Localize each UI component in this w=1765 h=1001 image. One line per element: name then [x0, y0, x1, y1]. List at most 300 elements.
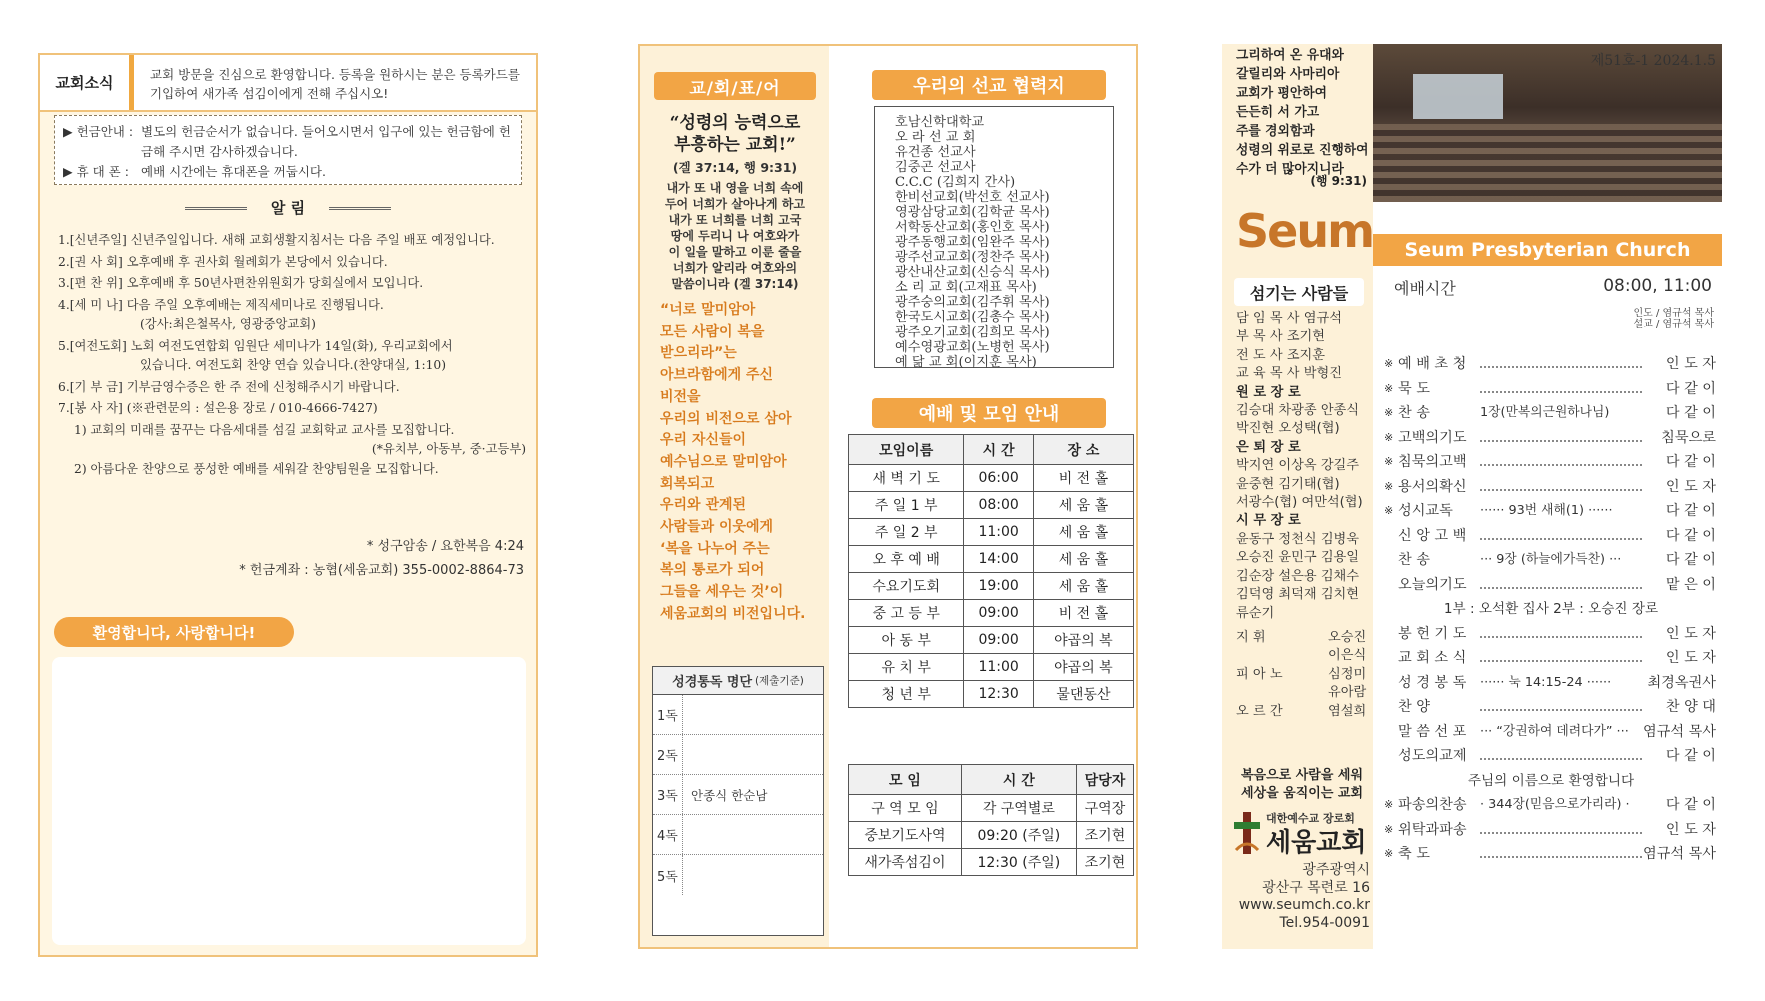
announcement-item: (*유치부, 아동부, 중·고등부)	[371, 442, 526, 456]
mission-item: 광주동행교회(임완주 목사)	[895, 235, 1050, 250]
mission-item: 오 라 선 교 회	[895, 130, 976, 145]
reading-count: 1독	[653, 695, 683, 734]
notice-value: 별도의 헌금순서가 없습니다. 들어오시면서 입구에 있는 헌금함에 헌금해 주시면 감사하겠습니다.	[141, 124, 511, 159]
vision-text	[660, 300, 826, 626]
quote-line: 수가 더 많아지니라	[1236, 162, 1344, 177]
retired-title: 은 퇴 장 로	[1236, 439, 1301, 455]
meeting-name: 주 일 2 부	[849, 519, 964, 546]
table-row	[849, 465, 1134, 492]
order-leader: 인 도 자	[1665, 625, 1716, 642]
greeting-note	[1384, 769, 1718, 794]
verse-line: 두어 너희가 살아나게 하고	[664, 197, 806, 211]
active-line: 윤동구 정천식 김병욱	[1236, 531, 1360, 547]
leader-dots	[1480, 366, 1642, 368]
staff-name: 조기현	[1286, 329, 1326, 345]
quote-line: 그리하여 온 유대와	[1236, 48, 1344, 63]
column-header: 장 소	[1033, 435, 1133, 465]
mission-list	[874, 106, 1114, 368]
worship-panel	[1222, 44, 1722, 949]
order-item	[1384, 842, 1718, 867]
sanctuary-photo	[1373, 44, 1722, 202]
order-name: 말 씀 선 포	[1398, 723, 1467, 740]
order-leader: 다 같 이	[1665, 748, 1716, 764]
column-header: 모 임	[849, 765, 962, 795]
quote-ref: (행 9:31)	[1310, 174, 1367, 188]
meeting-time: 11:00	[964, 519, 1034, 546]
leader-dots	[1480, 832, 1642, 834]
cross-icon	[1232, 810, 1262, 856]
mission-item: 예 닮 교 회(이지훈 목사)	[895, 355, 1037, 370]
elders-title: 원 로 장 로	[1236, 384, 1301, 400]
address-line: 광주광역시	[1302, 862, 1370, 878]
order-name: 예 배 초 청	[1398, 356, 1467, 372]
order-name: 묵 도	[1398, 380, 1430, 397]
denomination: 대한예수교 장로회	[1266, 812, 1355, 825]
notice-key: ▶ 휴 대 폰 :	[63, 164, 129, 179]
title-divider	[329, 207, 391, 210]
mission-item: 김중곤 선교사	[895, 160, 976, 175]
meeting-name: 아 동 부	[849, 627, 964, 654]
table-row	[849, 627, 1134, 654]
order-leader: 인 도 자	[1665, 356, 1716, 372]
worship-time: 08:00, 11:00	[1603, 276, 1712, 296]
vision-line: 모든 사람이 복을	[660, 323, 765, 340]
group-name: 중보기도사역	[849, 822, 962, 849]
retired-line: 서광수(협) 여만석(협)	[1236, 495, 1363, 511]
staff-title: 섬기는 사람들	[1234, 278, 1364, 306]
order-name: 성시교독	[1398, 503, 1453, 519]
group-time: 12:30 (주일)	[961, 849, 1076, 876]
staff-name: 염규석	[1303, 311, 1342, 326]
vision-line: ‘복을 나누어 주는	[660, 540, 770, 557]
quote-line: 교회가 평안하여	[1236, 86, 1327, 101]
announcement-item: (강사:최은철목사, 영광중앙교회)	[140, 317, 316, 331]
middle-panel	[638, 44, 1138, 949]
order-item	[1384, 524, 1718, 549]
quote-line: 성령의 위로로 진행하여	[1236, 143, 1369, 158]
motto-verse	[652, 180, 818, 292]
staff-role: 부 목 사	[1236, 329, 1283, 345]
meeting-place: 세 움 홀	[1033, 546, 1133, 573]
order-name: 봉 헌 기 도	[1398, 625, 1467, 642]
leader-dots	[1480, 391, 1642, 393]
mission-item: 호남신학대학교	[895, 115, 985, 130]
group-time: 09:20 (주일)	[961, 822, 1076, 849]
music-item	[1236, 703, 1376, 721]
column-header: 담당자	[1076, 765, 1133, 795]
meeting-place: 세 움 홀	[1033, 492, 1133, 519]
vision-line: 그들을 세우는 것’이	[660, 584, 784, 601]
mission-item: 광주오기교회(김희모 목사)	[895, 325, 1050, 340]
vision-line: 사람들과 이웃에게	[660, 519, 774, 536]
motto-pill: 교/회/표/어	[654, 72, 816, 100]
meeting-time: 06:00	[964, 465, 1034, 492]
staff-role: 담 임 목 사	[1236, 311, 1300, 326]
column-header: 시 간	[964, 435, 1034, 465]
meeting-name: 수요기도회	[849, 573, 964, 600]
meeting-name: 청 년 부	[849, 681, 964, 708]
order-item	[1384, 426, 1718, 451]
column-header: 모임이름	[849, 435, 964, 465]
table-row	[849, 795, 1134, 822]
scripture-quote	[1236, 46, 1374, 179]
mission-item: 유건종 선교사	[895, 145, 976, 160]
order-name: 축 도	[1398, 846, 1430, 862]
active-line: 오승진 윤민구 김용일	[1236, 550, 1360, 566]
news-panel	[38, 53, 538, 957]
order-leader: 염규석 목사	[1642, 723, 1716, 740]
vision-line: 우리의 비전으로 삼아	[660, 410, 792, 427]
slogan-line: 복음으로 사람을 세워	[1240, 768, 1364, 783]
verse-recite: * 성구암송 / 요한복음 4:24	[366, 539, 524, 554]
verse-line: 이 일을 말하고 이룬 줄을	[668, 245, 802, 259]
leader-dots	[1480, 538, 1642, 540]
verse-line: 내가 또 너희를 너희 고국	[668, 213, 802, 227]
leader-dots	[1480, 856, 1642, 858]
music-item	[1236, 666, 1376, 684]
motto-line: “성령의 능력으로	[669, 113, 801, 133]
music-item	[1236, 629, 1376, 647]
slogan-line: 세상을 움직이는 교회	[1240, 786, 1364, 801]
bible-reading-row	[653, 695, 823, 735]
order-item	[1384, 450, 1718, 475]
order-leader: 최경옥권사	[1647, 674, 1716, 691]
quote-line: 갈릴리와 사마리아	[1236, 67, 1340, 82]
order-item	[1384, 720, 1718, 745]
order-item	[1384, 475, 1718, 500]
church-slogan	[1232, 767, 1372, 803]
seum-logo: Seum	[1236, 204, 1374, 258]
photo-congregation	[1373, 124, 1722, 202]
order-item	[1384, 744, 1718, 769]
order-leader: 침묵으로	[1661, 429, 1716, 446]
order-leader: 인 도 자	[1665, 650, 1716, 666]
order-item	[1384, 499, 1718, 524]
order-item	[1384, 401, 1718, 426]
music-name: 오승진	[1328, 629, 1367, 645]
staff-role: 교 육 목 사	[1236, 366, 1300, 382]
order-name: 성도의교제	[1398, 748, 1467, 764]
leader-dots	[1480, 758, 1642, 760]
order-name: 위탁과파송	[1398, 821, 1467, 838]
meeting-time: 08:00	[964, 492, 1034, 519]
table-row	[849, 492, 1134, 519]
motto-column	[640, 46, 829, 947]
vision-line: 회복되고	[660, 475, 715, 492]
bible-reading-row	[653, 735, 823, 775]
bible-reading-table	[652, 666, 824, 936]
order-name: 성 경 봉 독	[1398, 674, 1467, 691]
announcements-title-text: 알 림	[270, 199, 306, 217]
mission-item: 소 리 교 회(고재표 목사)	[895, 280, 1037, 295]
order-item	[1384, 548, 1718, 573]
meeting-place: 세 움 홀	[1033, 519, 1133, 546]
meeting-place: 세 움 홀	[1033, 573, 1133, 600]
memo-area	[52, 657, 526, 945]
order-detail: · 344장(믿음으로가리라) ·	[1480, 797, 1630, 812]
order-leader: 찬 양 대	[1665, 699, 1716, 715]
order-leader: 인 도 자	[1665, 478, 1716, 495]
groups-table	[848, 764, 1134, 876]
table-header-row	[849, 765, 1134, 795]
announcement-item: 2.[권 사 회] 오후예배 후 권사회 월례회가 본당에서 있습니다.	[58, 254, 388, 269]
meeting-name: 유 치 부	[849, 654, 964, 681]
order-name: 찬 송	[1398, 405, 1430, 421]
announcement-item: 1.[신년주일] 신년주일입니다. 새해 교회생활지침서는 다음 주일 배포 예정입니다.	[58, 233, 495, 247]
motto-ref: (겔 37:14, 행 9:31)	[672, 160, 798, 175]
church-logo	[1230, 806, 1376, 856]
music-name: 염설희	[1328, 703, 1367, 719]
meeting-time: 09:00	[964, 627, 1034, 654]
stand-mark: ※	[1384, 479, 1394, 493]
meeting-time: 12:30	[964, 681, 1034, 708]
meeting-place: 야곱의 복	[1033, 654, 1133, 681]
order-item	[1384, 818, 1718, 843]
order-item	[1384, 671, 1718, 696]
order-detail: ··· 9장 (하늘에가득찬) ···	[1480, 552, 1622, 567]
order-detail: ······ 눅 14:15-24 ······	[1480, 674, 1612, 690]
welcome-banner: 환영합니다, 사랑합니다!	[54, 617, 294, 647]
order-leader: 염규석 목사	[1642, 846, 1716, 862]
meeting-place: 야곱의 복	[1033, 627, 1133, 654]
group-leader: 구역장	[1076, 795, 1133, 822]
notice-phone	[63, 162, 513, 182]
stand-mark: ※	[1384, 357, 1394, 370]
order-detail: 1장(만복의근원하나님)	[1480, 405, 1610, 420]
announcement-item: 3.[편 찬 위] 오후예배 후 50년사편찬위원회가 당회실에서 모입니다.	[58, 276, 424, 290]
preacher-line: 설교 / 염규석 목사	[1633, 319, 1714, 330]
bible-reading-row	[653, 855, 823, 895]
vision-line: 비전을	[660, 388, 701, 405]
announcement-item: 있습니다. 여전도회 찬양 연습 있습니다.(찬양대실, 1:10)	[140, 358, 447, 372]
active-line: 류순기	[1236, 605, 1275, 621]
staff-name: 박형진	[1303, 366, 1342, 382]
mission-item: 광주숭의교회(김주휘 목사)	[895, 295, 1050, 310]
staff-column	[1222, 44, 1373, 949]
meeting-time: 14:00	[964, 546, 1034, 573]
music-role: 피 아 노	[1236, 666, 1283, 682]
order-item	[1384, 573, 1718, 598]
news-tag: 교회소식	[40, 55, 134, 110]
order-leader: 다 같 이	[1665, 503, 1716, 519]
announcements-title	[40, 197, 536, 218]
greeting-note-text: 주님의 이름으로 환영합니다	[1467, 772, 1635, 789]
vision-line: 예수님으로 말미암아	[660, 453, 787, 470]
reading-count: 2독	[653, 735, 683, 774]
meeting-name: 오 후 예 배	[849, 546, 964, 573]
meeting-time: 11:00	[964, 654, 1034, 681]
order-name: 고백의기도	[1398, 429, 1467, 446]
table-row	[849, 822, 1134, 849]
music-name: 이은식	[1328, 648, 1367, 664]
offering-account: * 헌금계좌 : 농협(세움교회) 355-0002-8864-73	[239, 563, 524, 578]
stand-mark: ※	[1384, 504, 1394, 517]
announcement-item: 5.[여전도회] 노회 여전도연합회 임원단 세미나가 14일(화), 우리교회에서	[58, 338, 453, 353]
bible-reading-header	[653, 667, 823, 695]
order-name: 오늘의기도	[1398, 576, 1467, 593]
photo-stage	[1413, 74, 1503, 119]
leader-dots	[1480, 464, 1642, 466]
mission-item: C.C.C (김희지 간사)	[895, 175, 1016, 190]
stand-mark: ※	[1384, 430, 1394, 444]
bible-reading-title: 성경통독 명단	[672, 675, 753, 690]
order-leader: 다 같 이	[1665, 552, 1716, 568]
leader-dots	[1480, 636, 1642, 638]
meeting-place: 비 전 홀	[1033, 465, 1133, 492]
bible-reading-row	[653, 775, 823, 815]
active-line: 김덕영 최덕재 김치현	[1236, 587, 1360, 603]
music-item	[1236, 684, 1376, 702]
mission-item: 영광삼당교회(김학균 목사)	[895, 205, 1050, 220]
table-row	[849, 573, 1134, 600]
elders-line: 김승대 차광종 안종식	[1236, 403, 1360, 419]
verse-line: 땅에 두리니 나 여호와가	[670, 229, 800, 243]
vision-line: 우리 자신들이	[660, 432, 747, 449]
stand-mark: ※	[1384, 798, 1394, 811]
reading-count: 4독	[653, 815, 683, 854]
order-name: 신 앙 고 백	[1398, 527, 1467, 544]
group-name: 새가족섬김이	[849, 849, 962, 876]
staff-role: 전 도 사	[1236, 347, 1283, 363]
meetings-title: 예배 및 모임 안내	[872, 398, 1106, 428]
announcement-item: 2) 아름다운 찬양으로 풍성한 예배를 세워갈 찬양팀원을 모집합니다.	[74, 461, 439, 476]
reading-names: 안종식 한순남	[691, 787, 768, 803]
staff-item	[1236, 365, 1376, 383]
motto-main	[650, 112, 820, 156]
address-line: 광산구 목련로 16	[1262, 879, 1370, 896]
stand-mark: ※	[1384, 406, 1394, 419]
music-role: 지 휘	[1236, 629, 1266, 645]
retired-line: 윤중현 김기태(협)	[1236, 476, 1340, 492]
announcement-item: 4.[세 미 나] 다음 주일 오후예배는 제직세미나로 진행됩니다.	[58, 297, 384, 312]
leader-dots	[1480, 587, 1642, 589]
announcement-item: 7.[봉 사 자] (※관련문의 : 설은용 장로 / 010-4666-7427)	[58, 401, 378, 415]
group-leader: 조기현	[1076, 849, 1133, 876]
notice-offering	[63, 122, 513, 162]
issue-number: 제51호-1 2024.1.5	[1590, 53, 1716, 69]
vision-line: 아브라함에게 주신	[660, 367, 774, 384]
group-time: 각 구역별로	[961, 795, 1076, 822]
active-line: 김순장 설은용 김채수	[1236, 568, 1360, 584]
order-of-worship	[1384, 352, 1718, 867]
order-item	[1384, 646, 1718, 671]
leader-dots	[1480, 709, 1642, 711]
leader-dots	[1480, 489, 1642, 491]
mission-item: 한국도시교회(김총수 목사)	[895, 310, 1050, 325]
group-leader: 조기현	[1076, 822, 1133, 849]
order-item	[1384, 377, 1718, 402]
mission-item: 광산내산교회(신승식 목사)	[895, 265, 1050, 280]
meeting-name: 새 벽 기 도	[849, 465, 964, 492]
staff-list	[1236, 310, 1376, 721]
church-english-name: Seum Presbyterian Church	[1373, 234, 1722, 266]
table-row	[849, 600, 1134, 627]
order-leader: 다 같 이	[1665, 454, 1716, 470]
verse-line: 말씀이니라 (겔 37:14)	[671, 277, 799, 291]
order-item	[1384, 622, 1718, 647]
table-row	[849, 654, 1134, 681]
elders-line: 박진현 오성택(협)	[1236, 421, 1340, 437]
order-leader: 다 같 이	[1665, 527, 1716, 544]
verse-line: 내가 또 내 영을 너희 속에	[666, 181, 804, 195]
website-link[interactable]: www.seumch.co.kr	[1238, 897, 1370, 913]
order-leader: 다 같 이	[1665, 797, 1716, 813]
order-name: 찬 송	[1398, 552, 1430, 568]
prayer-note	[1384, 597, 1718, 622]
staff-item	[1236, 310, 1376, 328]
order-item	[1384, 352, 1718, 377]
order-leader: 인 도 자	[1665, 821, 1716, 838]
mission-item: 예수영광교회(노병헌 목사)	[895, 340, 1050, 355]
mission-title: 우리의 선교 협력지	[872, 70, 1106, 100]
bible-reading-sub: (제출기준)	[755, 675, 804, 687]
vision-line: 우리와 관계된	[660, 497, 747, 514]
order-item	[1384, 793, 1718, 818]
motto-line: 부흥하는 교회!”	[674, 135, 796, 155]
announcements-list	[58, 231, 528, 479]
order-detail: ······ 93번 새해(1) ······	[1480, 503, 1613, 518]
table-row	[849, 546, 1134, 573]
table-row	[849, 849, 1134, 876]
notice-box	[54, 115, 522, 185]
mission-item: 한비선교회(박선호 선교사)	[895, 190, 1050, 205]
table-header-row	[849, 435, 1134, 465]
church-address	[1226, 862, 1370, 932]
stand-mark: ※	[1384, 822, 1394, 836]
vision-line: 받으리라”는	[660, 345, 737, 362]
order-leader: 다 같 이	[1665, 405, 1716, 421]
prayer-note-text: 1부 : 오석환 집사 2부 : 오승진 장로	[1443, 601, 1659, 617]
stand-mark: ※	[1384, 847, 1394, 860]
quote-line: 주를 경외함과	[1236, 124, 1315, 139]
order-item	[1384, 695, 1718, 720]
meeting-place: 비 전 홀	[1033, 600, 1133, 627]
order-name: 침묵의고백	[1398, 454, 1467, 470]
leader-dots	[1480, 660, 1642, 662]
quote-line: 든든히 서 가고	[1236, 105, 1320, 120]
mission-item: 광주선교교회(정찬주 목사)	[895, 250, 1050, 265]
bible-reading-row	[653, 815, 823, 855]
order-leader: 다 같 이	[1665, 380, 1716, 397]
meeting-place: 물댄동산	[1033, 681, 1133, 708]
notice-value: 예배 시간에는 휴대폰을 꺼둡시다.	[141, 164, 326, 179]
announcement-item: 6.[기 부 금] 기부금영수증은 한 주 전에 신청해주시기 바랍니다.	[58, 379, 400, 394]
retired-line: 박지연 이상옥 강길주	[1236, 458, 1360, 474]
table-row	[849, 681, 1134, 708]
mission-item: 서학동산교회(홍인호 목사)	[895, 220, 1050, 235]
order-name: 파송의찬송	[1398, 797, 1467, 813]
staff-item	[1236, 347, 1376, 365]
worship-title: 예배시간	[1394, 279, 1456, 298]
music-name: 심정미	[1328, 666, 1367, 682]
active-title: 시 무 장 로	[1236, 513, 1301, 529]
meeting-time: 09:00	[964, 600, 1034, 627]
music-item	[1236, 647, 1376, 665]
announcement-item: 1) 교회의 미래를 꿈꾸는 다음세대를 섬길 교회학교 교사를 모집합니다.	[74, 422, 455, 437]
notice-key: ▶ 헌금안내 :	[63, 124, 134, 139]
verse-line: 너희가 알리라 여호와의	[672, 261, 798, 275]
music-name: 유아람	[1328, 685, 1367, 701]
church-name: 세움교회	[1266, 828, 1367, 858]
staff-name: 조지훈	[1286, 347, 1326, 363]
staff-item	[1236, 328, 1376, 346]
order-name: 용서의확신	[1398, 478, 1467, 495]
order-name: 교 회 소 식	[1398, 650, 1467, 666]
news-text: 교회 방문을 진심으로 환영합니다. 등록을 원하시는 분은 등록카드를 기입하여 새가족 섬김이에게 전해 주십시오!	[150, 67, 520, 101]
vision-line: 복의 통로가 되어	[660, 562, 765, 579]
order-leader: 맡 은 이	[1665, 576, 1716, 593]
reading-count: 5독	[653, 855, 683, 895]
